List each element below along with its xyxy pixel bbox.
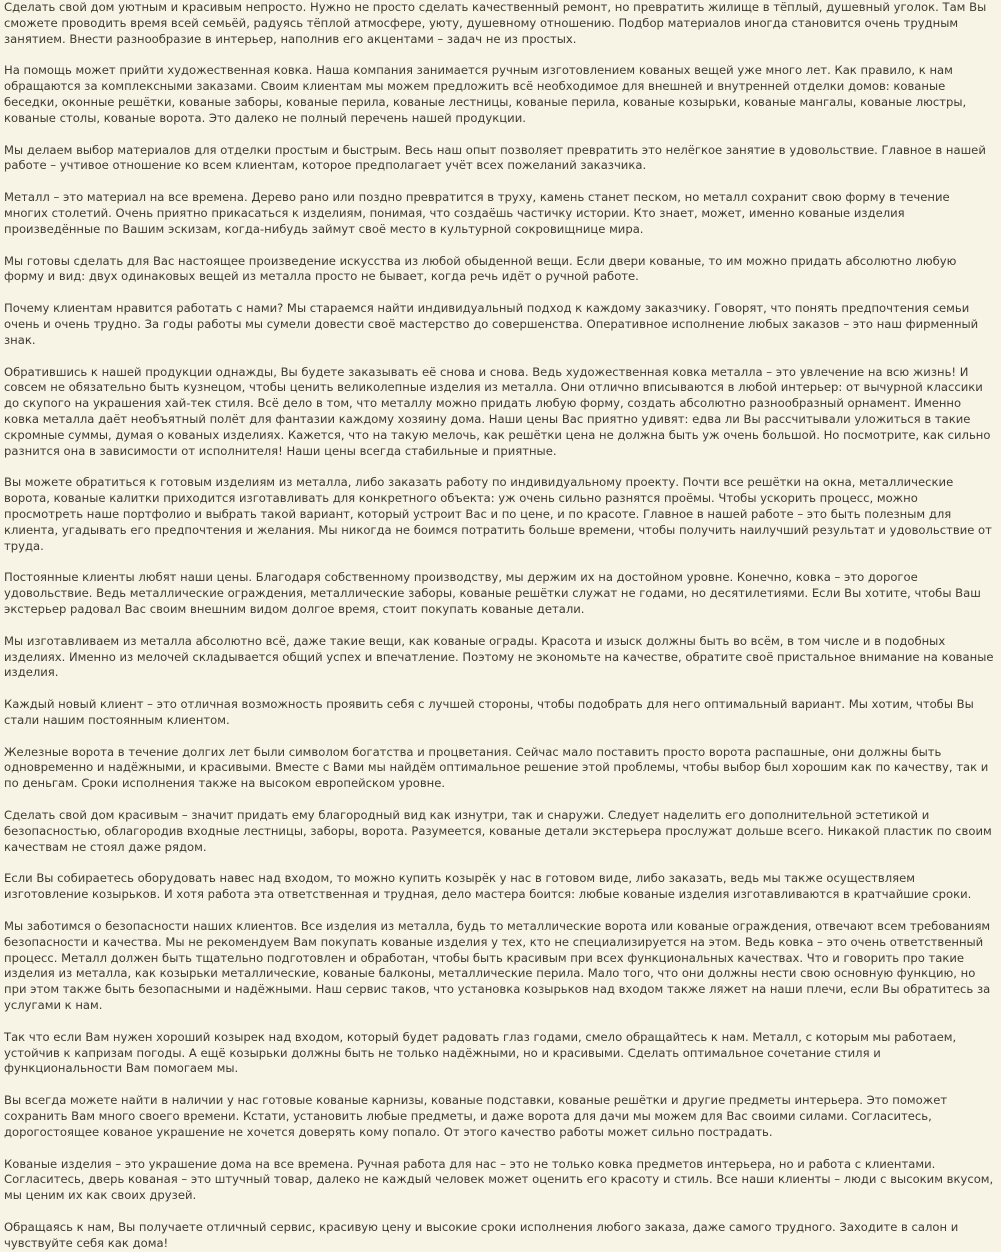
paragraph-fences: Мы изготавливаем из металла абсолютно всё, даже такие вещи, как кованые ограды. Красота и изыск должны быть во всём, в том числе и в подобных изделиях. Именно из мелочей складывается общий успех и впечатление. Поэтому не экономьте на качестве, обратите своё пристальное внимание на кованые изделия. [4,633,994,680]
paragraph-intro: Сделать свой дом уютным и красивым непросто. Нужно не просто сделать качественный ремонт, но превратить жилище в тёплый, душевный уголок. Там Вы сможете проводить время всей семьёй, радуясь тёплой атмосфере, уюту, душевному отношению. Подбор материалов иногда становится очень трудным занятием. Внести разнообразие в интерьер, наполнив его акцентами – задач не из простых. [4,0,987,46]
paragraph-canopy: Если Вы собираетесь оборудовать навес над входом, то можно купить козырёк у нас в готовом виде, либо заказать, ведь мы также осуществляем изготовление козырьков. И хотя работа эта ответственная и трудная, дело мастера боится: любые кованые изделия изготавливаются в кратчайшие сроки. [4,871,972,902]
paragraph-beautiful-home: Сделать свой дом красивым – значит придать ему благородный вид как изнутри, так и снаружи. Следует наделить его дополнительной эстетикой и безопасностью, облагородив входные лестницы, заборы, ворота. Разумеется, кованые детали экстерьера прослужат дольше всего. Никакой пластик по своим качествам не стоял даже рядом. [4,808,992,854]
paragraph-material-choice: Мы делаем выбор материалов для отделки простым и быстрым. Весь наш опыт позволяет превратить это нелёгкое занятие в удовольствие. Главное в нашей работе – учтивое отношение ко всем клиентам, которое предполагает учёт всех пожеланий заказчика. [4,142,986,173]
paragraph-order-again: Обратившись к нашей продукции однажды, Вы будете заказывать её снова и снова. Ведь художественная ковка металла – это увлечение на всю жизнь! И совсем не обязательно быть кузнецом, чтобы ценить великолепные изделия из металла. Они отлично вписываются в любой интерьер: от вычурной классики до скупого на украшения хай-тек стиля. Всё дело в том, что металлу можно придать любую форму, создать абсолютно разнообразный орнамент. Именно ковка металла даёт необъятный полёт для фантазии каждому хозяину дома. Наши цены Вас приятно удивят: едва ли Вы рассчитывали уложиться в такие скромные суммы, думая о кованых изделиях. Кажется, что на такую мелочь, как решётки цена не должна быть уж очень большой. Но посмотрите, как сильно разнится она в зависимости от исполнителя! Наши цены всегда стабильные и приятные. [4,364,991,458]
paragraph-artistic-forging: На помощь может прийти художественная ковка. Наша компания занимается ручным изготовлением кованых вещей уже много лет. Как правило, к нам обращаются за комплексными заказами. Своим клиентам мы можем предложить всё необходимое для внешней и внутренней отделки домов: кованые беседки, оконные решётки, кованые заборы, кованые перила, кованые лестницы, кованые перила, кованые козырьки, кованые мангалы, кованые люстры, кованые столы, кованые ворота. Это далеко не полный перечень нашей продукции. [4,63,967,125]
paragraph-metal-forever: Металл – это материал на все времена. Дерево рано или поздно превратится в труху, камень станет песком, но металл сохранит свою форму в течение многих столетий. Очень приятно прикасаться к изделиям, понимая, что создаёшь частичку истории. Кто знает, может, именно кованые изделия произведённые по Вашим эскизам, когда-нибудь займут своё место в культурной сокровищнице мира. [4,190,950,236]
paragraph-good-canopy: Так что если Вам нужен хороший козырек над входом, который будет радовать глаз годами, смело обращайтесь к нам. Металл, с которым мы работаем, устойчив к капризам погоды. А ещё козырьки должны быть не только надёжными, но и красивыми. Сделать оптимальное сочетание стиля и функциональности Вам помогаем мы. [4,1029,957,1076]
paragraph-in-stock: Вы всегда можете найти в наличии у нас готовые кованые карнизы, кованые подставки, кованые решётки и другие предметы интерьера. Это поможет сохранить Вам много своего времени. Кстати, установить любые предметы, и даже ворота для дачи мы можем для Вас своими силами. Согласитесь, дорогостоящее кованое украшение не хочется доверять кому попало. От этого качество работы может сильно пострадать. [4,1093,948,1139]
paragraph-why-clients: Почему клиентам нравится работать с нами? Мы стараемся найти индивидуальный подход к каждому заказчику. Говорят, что понять предпочтения семьи очень и очень трудно. За годы работы мы сумели довести своё мастерство до совершенства. Оперативное исполнение любых заказов – это наш фирменный знак. [4,301,979,347]
paragraph-art-piece: Мы готовы сделать для Вас настоящее произведение искусства из любой обыденной вещи. Если двери кованые, то им можно придать абсолютно любую форму и вид: двух одинаковых вещей из металла просто не бывает, когда речь идёт о ручной работе. [4,253,957,284]
paragraph-iron-gates: Железные ворота в течение долгих лет были символом богатства и процветания. Сейчас мало поставить просто ворота распашные, они должны быть одновременно и надёжными, и красивыми. Вместе с Вами мы найдём оптимальное решение этой проблемы, чтобы выбор был хорошим как по качеству, так и по деньгам. Сроки исполнения также на высоком европейском уровне. [4,744,989,791]
paragraph-new-client: Каждый новый клиент – это отличная возможность проявить себя с лучшей стороны, чтобы подобрать для него оптимальный вариант. Мы хотим, чтобы Вы стали нашим постоянным клиентом. [4,697,974,727]
paragraph-safety: Мы заботимся о безопасности наших клиентов. Все изделия из металла, будь то металлические ворота или кованые ограждения, отвечают всем требованиям безопасности и качества. Мы не рекомендуем Вам покупать кованые изделия у тех, кто не специализируется на этом. Ведь ковка – это очень ответственный процесс. Металл должен быть тщательно подготовлен и обработан, чтобы быть красивым при всех функциональных качествах. Что и говорить про такие изделия из металла, как козырьки металлические, кованые балконы, металлические перила. Мало того, что они должны нести свою основную функцию, но при этом также быть безопасными и надёжными. Наш сервис таков, что установка козырьков над входом также ляжет на наши плечи, если Вы обратитесь за услугами к нам. [4,919,991,1013]
paragraph-ready-products: Вы можете обратиться к готовым изделиям из металла, либо заказать работу по индивидуальному проекту. Почти все решётки на окна, металлические ворота, кованые калитки приходится изготавливать для конкретного объекта: уж очень сильно разнятся проёмы. Чтобы ускорить процесс, можно просмотреть наше портфолио и выбрать такой вариант, который устроит Вас и по цене, и по красоте. Главное в нашей работе – это быть полезным для клиента, угадывать его предпочтения и желания. Мы никогда не боимся потратить больше времени, чтобы получить наилучший результат и удовольствие от труда. [4,475,992,553]
paragraph-prices: Постоянные клиенты любят наши цены. Благодаря собственному производству, мы держим их на достойном уровне. Конечно, ковка – это дорогое удовольствие. Ведь металлические ограждения, металлические заборы, кованые решётки служат не годами, но десятилетиями. Если Вы хотите, чтобы Ваш экстерьер радовал Вас своим внешним видом долгое время, стоит покупать кованые детали. [4,570,981,616]
paragraph-closing: Обращаясь к нам, Вы получаете отличный сервис, красивую цену и высокие сроки исполнения любого заказа, даже самого трудного. Заходите в салон и чувствуйте себя как дома! [4,1220,959,1250]
paragraph-decoration: Кованые изделия – это украшение дома на все времена. Ручная работа для нас – это не только ковка предметов интерьера, но и работа с клиентами. Согласитесь, дверь кованая – это штучный товар, далеко не каждый человек может оценить его красоту и стиль. Все наши клиенты – люди с высоким вкусом, мы ценим их как своих друзей. [4,1156,994,1203]
